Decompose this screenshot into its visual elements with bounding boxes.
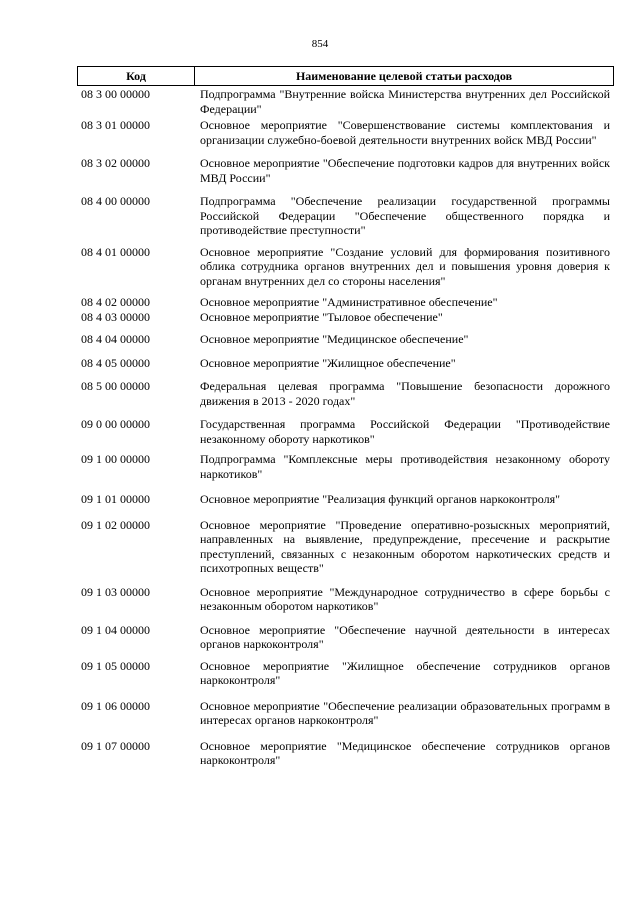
table-row [77, 699, 614, 728]
table-row [77, 492, 614, 507]
row-code: 09 1 00 00000 [81, 452, 150, 466]
table-row [77, 518, 614, 576]
table-row [77, 87, 614, 116]
row-name: Основное мероприятие "Международное сотрудничество в сфере борьбы с незаконным оборотом наркотиков" [200, 584, 610, 613]
table-row [77, 623, 614, 652]
row-name: Основное мероприятие "Медицинское обеспечение" [200, 332, 469, 346]
row-code: 08 4 00 00000 [81, 194, 150, 208]
row-name: Основное мероприятие "Тыловое обеспечение" [200, 309, 443, 324]
table-header [77, 66, 614, 86]
row-code: 08 3 01 00000 [81, 118, 150, 132]
row-code: 09 1 06 00000 [81, 698, 150, 713]
row-name: Основное мероприятие "Проведение оперативно-розыскных мероприятий, направленных на выявление, предупреждение, пресечение и раскрытие преступлений, связанных с незаконным оборотом наркотических средств и психотропных веществ" [200, 517, 610, 575]
row-code: 09 1 05 00000 [81, 658, 150, 673]
row-code: 09 0 00 00000 [81, 417, 150, 431]
row-code: 08 4 01 00000 [81, 244, 150, 259]
row-name: Основное мероприятие "Обеспечение подготовки кадров для внутренних войск МВД России" [200, 156, 610, 185]
row-code: 09 1 07 00000 [81, 738, 150, 753]
table-row [77, 310, 614, 325]
table-body [77, 87, 614, 768]
row-code: 08 4 02 00000 [81, 295, 150, 309]
row-name: Основное мероприятие "Жилищное обеспечение" [200, 355, 456, 370]
row-name: Основное мероприятие "Реализация функций органов наркоконтроля" [200, 492, 560, 506]
row-name: Основное мероприятие "Жилищное обеспечение сотрудников органов наркоконтроля" [200, 658, 610, 687]
row-code: 08 5 00 00000 [81, 379, 150, 393]
row-code: 09 1 04 00000 [81, 622, 150, 637]
table-row [77, 118, 614, 147]
row-code: 08 3 00 00000 [81, 87, 150, 101]
row-name: Подпрограмма "Комплексные меры противодействия незаконному обороту наркотиков" [200, 452, 610, 481]
header-name: Наименование целевой статьи расходов [295, 69, 513, 83]
table-row [77, 295, 614, 310]
table-row [77, 332, 614, 347]
row-code: 09 1 02 00000 [81, 517, 150, 532]
row-name: Основное мероприятие "Медицинское обеспечение сотрудников органов наркоконтроля" [200, 738, 610, 767]
row-code: 08 4 04 00000 [81, 332, 150, 346]
table-row [77, 379, 614, 408]
table-row [77, 739, 614, 768]
table-row [77, 585, 614, 614]
table-row [77, 194, 614, 238]
table-row [77, 417, 614, 446]
table-row [77, 659, 614, 688]
row-code: 08 3 02 00000 [81, 156, 150, 170]
table-row [77, 452, 614, 481]
row-code: 09 1 01 00000 [81, 492, 150, 506]
row-name: Основное мероприятие "Обеспечение реализации образовательных программ в интересах органов наркоконтроля" [200, 698, 610, 727]
row-name: Основное мероприятие "Административное обеспечение" [200, 295, 498, 309]
row-code: 08 4 05 00000 [81, 355, 150, 370]
row-code: 09 1 03 00000 [81, 584, 150, 599]
table-row [77, 245, 614, 289]
table-row [77, 356, 614, 371]
table-row [77, 156, 614, 185]
header-code: Код [78, 67, 195, 85]
row-name: Подпрограмма "Обеспечение реализации государственной программы Российской Федерации "Обеспечение общественного порядка и противодействие преступности" [200, 194, 610, 237]
expense-codes-table [77, 66, 614, 768]
row-name: Подпрограмма "Внутренние войска Министерства внутренних дел Российской Федерации" [200, 87, 610, 116]
page-number: 854 [311, 38, 329, 50]
row-name: Государственная программа Российской Федерации "Противодействие незаконному обороту наркотиков" [200, 417, 610, 446]
row-name: Основное мероприятие "Совершенствование системы комплектования и организации служебно-боевой деятельности внутренних войск МВД России" [200, 118, 610, 147]
row-code: 08 4 03 00000 [81, 309, 150, 324]
row-name: Федеральная целевая программа "Повышение безопасности дорожного движения в 2013 - 2020 годах" [200, 379, 610, 408]
row-name: Основное мероприятие "Создание условий для формирования позитивного облика сотрудника органов внутренних дел и повышения уровня доверия к органам внутренних дел со стороны населения" [200, 244, 610, 288]
row-name: Основное мероприятие "Обеспечение научной деятельности в интересах органов наркоконтроля" [200, 622, 610, 651]
